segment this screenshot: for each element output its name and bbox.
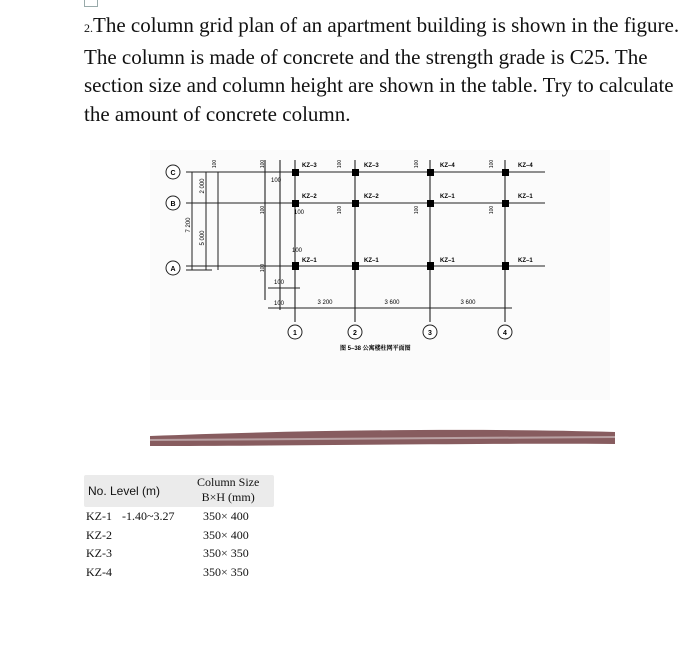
row-size: 350× 350 [203, 546, 249, 560]
label-c1: KZ–3 [302, 163, 317, 169]
column-table [84, 475, 274, 581]
label-a2: KZ–1 [364, 258, 379, 264]
label-c4: KZ–4 [518, 163, 533, 169]
axis-label-b: B [170, 201, 176, 208]
row-level: -1.40~3.27 [122, 509, 175, 523]
dim-ba: 5 000 [200, 230, 206, 246]
axis-label-3: 3 [428, 330, 432, 337]
axis-label-1: 1 [293, 330, 297, 337]
label-b2: KZ–2 [364, 194, 379, 200]
bay-dim-3: 3 600 [460, 300, 476, 306]
axis-label-c: C [170, 170, 176, 177]
table-row [84, 544, 274, 563]
label-a4: KZ–1 [518, 258, 533, 264]
label-a1: KZ–1 [302, 258, 317, 264]
axis-label-4: 4 [503, 330, 507, 337]
label-b1: KZ–2 [302, 194, 317, 200]
row-no: KZ-4 [86, 564, 112, 579]
column-b1 [292, 200, 299, 207]
side-dim-1: 100 [212, 159, 218, 169]
column-a4 [502, 262, 509, 270]
column-b4 [502, 200, 509, 207]
row-size: 350× 400 [203, 527, 249, 542]
axis-label-a: A [170, 266, 176, 273]
side-dim-3: 100 [337, 159, 343, 169]
side-dim-5: 100 [489, 159, 495, 169]
column-a2 [352, 262, 359, 270]
column-c3 [427, 169, 434, 176]
table-header [84, 475, 274, 507]
table-row [84, 563, 274, 582]
side-dim-10: 100 [260, 263, 266, 273]
header-no-level: No. Level (m) [88, 484, 161, 498]
header-size-line1: Column Size [197, 475, 260, 489]
question-number: 2. [84, 21, 93, 35]
column-b2 [352, 200, 359, 207]
axis-label-2: 2 [353, 330, 357, 337]
offset-3: 100 [292, 248, 303, 254]
bay-dim-1: 3 200 [317, 300, 333, 306]
dim-cb: 2 000 [200, 178, 206, 194]
side-dim-8: 100 [414, 205, 420, 215]
header-size-line2: B×H (mm) [201, 490, 255, 504]
table-row [84, 507, 274, 526]
figure-caption: 图 5–38 公寓楼柱网平面图 [340, 346, 411, 352]
offset-4: 100 [274, 280, 285, 286]
side-dim-9: 100 [489, 205, 495, 215]
dim-overall: 7 200 [186, 217, 192, 233]
side-dim-7: 100 [337, 205, 343, 215]
row-size: 350× 350 [203, 564, 249, 579]
offset-2: 100 [294, 210, 305, 216]
question-body: The column grid plan of an apartment building is shown in the figure. The column is made of concrete and the strength grade is C25. The section size and column height are shown in the table. Try to calculate the amount of concrete column. [84, 13, 680, 126]
side-dim-2: 100 [260, 159, 266, 169]
label-b4: KZ–1 [518, 194, 533, 200]
column-a1 [292, 262, 299, 270]
label-c3: KZ–4 [440, 163, 455, 169]
column-c1 [292, 169, 299, 176]
label-a3: KZ–1 [440, 258, 455, 264]
side-dim-4: 100 [414, 159, 420, 169]
label-c2: KZ–3 [364, 163, 379, 169]
column-b3 [427, 200, 434, 207]
row-no: KZ-3 [86, 546, 112, 560]
offset-5: 100 [274, 301, 285, 307]
side-dim-6: 100 [260, 205, 266, 215]
row-no: KZ-2 [86, 527, 112, 542]
plan-background [150, 150, 610, 400]
column-c4 [502, 169, 509, 176]
label-b3: KZ–1 [440, 194, 455, 200]
row-no: KZ-1 [86, 509, 112, 523]
offset-1: 100 [271, 178, 282, 184]
table-row [84, 526, 274, 545]
header-column-size [197, 475, 259, 505]
row-size: 350× 400 [203, 509, 249, 523]
column-a3 [427, 262, 434, 270]
bay-dim-2: 3 600 [384, 300, 400, 306]
column-c2 [352, 169, 359, 176]
